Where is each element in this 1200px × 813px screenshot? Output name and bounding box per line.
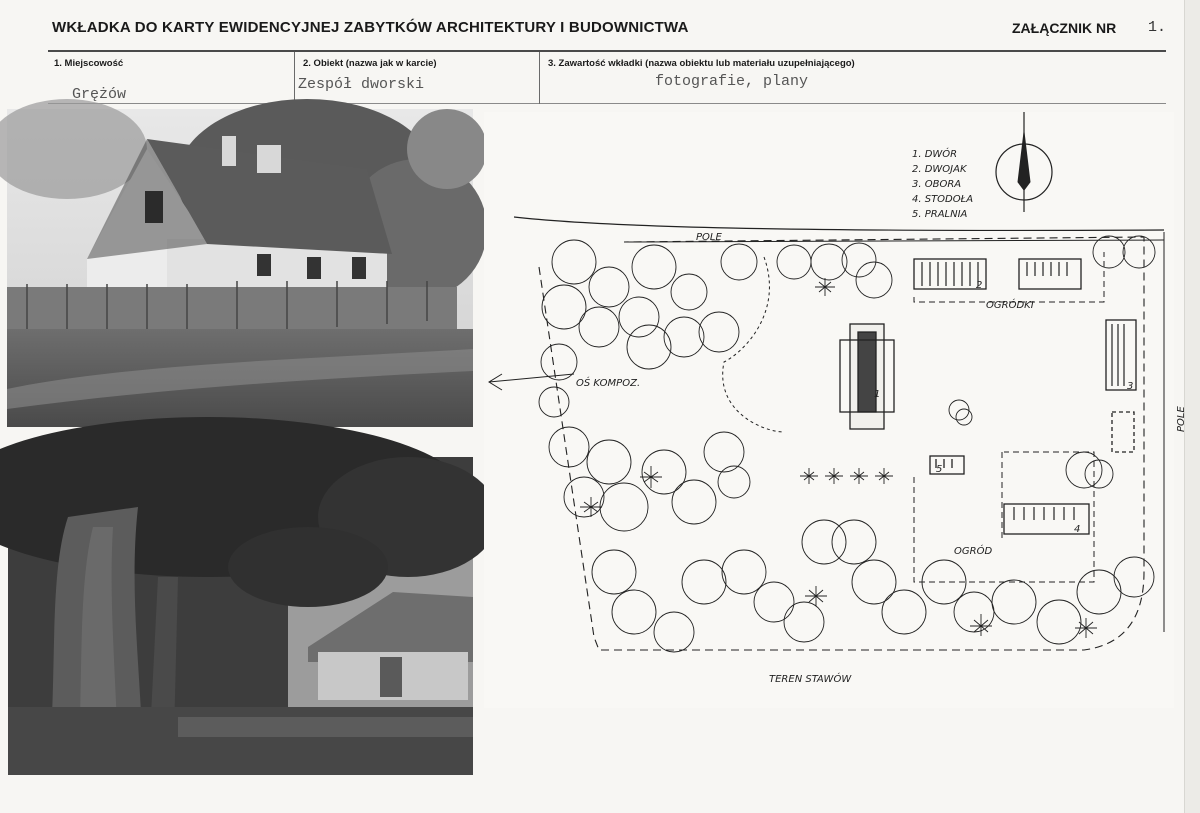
- building-number: 3: [1127, 381, 1134, 392]
- object-value: Zespół dworski: [298, 76, 425, 93]
- building-number: 2: [976, 280, 983, 291]
- legend-item: 4. STODOŁA: [912, 194, 974, 205]
- header-rule-bottom: [48, 103, 1166, 104]
- building-number: 4: [1074, 524, 1081, 535]
- compost-axis-arrow: [489, 374, 574, 390]
- legend-item: 1. DWÓR: [912, 149, 958, 160]
- legend-item: 5. PRALNIA: [912, 209, 968, 220]
- label-gardens: OGRÓDKI: [986, 300, 1034, 311]
- photo-manor-house: [7, 109, 473, 427]
- label-field-top: POLE: [696, 232, 722, 243]
- photo-tree-barn: [8, 457, 473, 775]
- field-divider-2: [539, 52, 540, 104]
- locality-value: Grężów: [72, 86, 127, 103]
- plan-legend: [912, 147, 973, 220]
- label-ponds: TEREN STAWÓW: [769, 674, 852, 685]
- building-manor: [840, 324, 894, 429]
- legend-item: 2. DWOJAK: [912, 164, 967, 175]
- locality-label: 1. Miejscowość: [54, 58, 124, 69]
- contents-value: fotografie, plany: [655, 73, 809, 90]
- header-rule-top: [48, 50, 1166, 52]
- tree-group: [539, 236, 1155, 652]
- north-arrow-icon: [996, 112, 1052, 212]
- site-plan: [484, 112, 1187, 708]
- building-number: 1: [874, 389, 881, 400]
- conifer-group: [580, 278, 1097, 638]
- form-title: WKŁADKA DO KARTY EWIDENCYJNEJ ZABYTKÓW ARCHITEKTURY I BUDOWNICTWA: [52, 19, 689, 36]
- legend-item: 3. OBORA: [912, 179, 962, 190]
- label-compost-axis: OŚ KOMPOZ.: [576, 378, 641, 389]
- annex-label: ZAŁĄCZNIK NR: [1012, 20, 1117, 36]
- building-number: 5: [936, 464, 943, 475]
- object-label: 2. Obiekt (nazwa jak w karcie): [303, 58, 437, 69]
- label-field-right: POLE: [1176, 406, 1187, 432]
- building-dwojak: [914, 259, 1081, 289]
- field-divider-1: [294, 52, 295, 104]
- label-garden: OGRÓD: [954, 546, 993, 557]
- contents-label: 3. Zawartość wkładki (nazwa obiektu lub materiału uzupełniającego): [548, 58, 855, 69]
- annex-number: 1.: [1148, 19, 1167, 36]
